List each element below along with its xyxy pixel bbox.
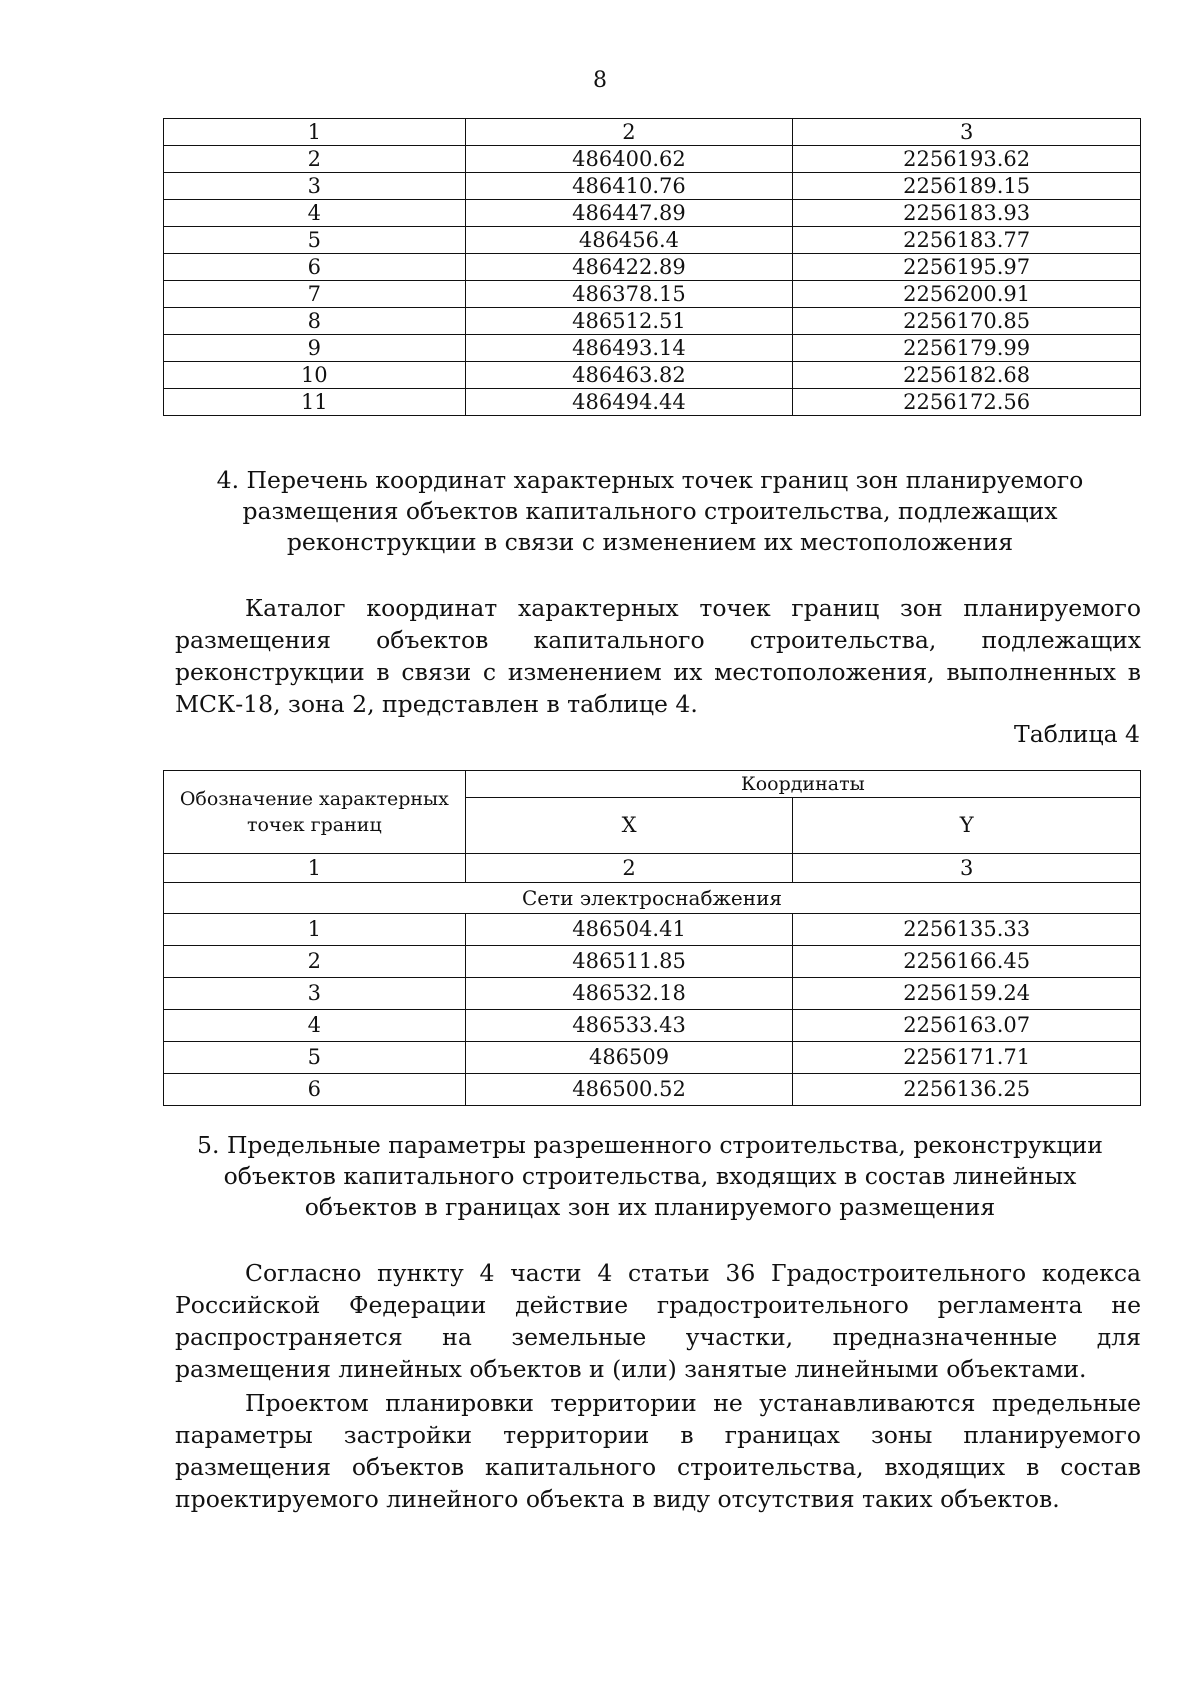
x-coordinate: 486494.44 (465, 389, 793, 416)
section-5-paragraph-1: Согласно пункту 4 части 4 статьи 36 Градостроительного кодекса Российской Федерации действие градостроительного регламента не распространяется на земельные участки, предназначенные для размещения линейных объектов и (или) занятые линейными объектами. (175, 1259, 1141, 1383)
x-coordinate: 486532.18 (465, 978, 793, 1010)
table-row (164, 914, 1141, 946)
y-coordinate: 2256195.97 (793, 254, 1141, 281)
point-number: 11 (164, 389, 466, 416)
table-row (164, 1074, 1141, 1106)
x-coordinate: 486410.76 (465, 173, 793, 200)
point-number: 6 (164, 254, 466, 281)
point-number: 2 (164, 946, 466, 978)
column-numbering-row (164, 854, 1141, 883)
table-row (164, 978, 1141, 1010)
section-4-paragraph: Каталог координат характерных точек границ зон планируемого размещения объектов капитального строительства, подлежащих реконструкции в связи с изменением их местоположения, выполненных в МСК-18, зона 2, представлен в таблице 4. (175, 594, 1141, 718)
x-coordinate: 486493.14 (465, 335, 793, 362)
section-5-paragraph-2: Проектом планировки территории не устанавливаются предельные параметры застройки территории в границах зоны планируемого размещения объектов капитального строительства, входящих в состав проектируемого линейного объекта в виду отсутствия таких объектов. (175, 1389, 1141, 1513)
table-row (164, 362, 1141, 389)
point-number: 9 (164, 335, 466, 362)
table-row (164, 146, 1141, 173)
column-number-2: 2 (465, 119, 793, 146)
table-row (164, 173, 1141, 200)
x-coordinate: 486511.85 (465, 946, 793, 978)
column-number-3: 3 (793, 854, 1141, 883)
x-coordinate: 486456.4 (465, 227, 793, 254)
y-coordinate: 2256171.71 (793, 1042, 1141, 1074)
table-row (164, 335, 1141, 362)
table-row (164, 254, 1141, 281)
point-number: 4 (164, 1010, 466, 1042)
table-row (164, 1042, 1141, 1074)
x-coordinate: 486504.41 (465, 914, 793, 946)
table4-body (164, 771, 1141, 1106)
y-coordinate: 2256182.68 (793, 362, 1141, 389)
y-coordinate: 2256193.62 (793, 146, 1141, 173)
table-row (164, 227, 1141, 254)
x-coordinate: 486447.89 (465, 200, 793, 227)
table-row (164, 946, 1141, 978)
table-row (164, 308, 1141, 335)
designation-header: Обозначение характерных точек границ (164, 771, 466, 854)
point-number: 1 (164, 914, 466, 946)
column-number-3: 3 (793, 119, 1141, 146)
table-row (164, 1010, 1141, 1042)
group-title: Сети электроснабжения (164, 883, 1141, 914)
page-number: 8 (593, 68, 607, 93)
section-5-heading: 5. Предельные параметры разрешенного строительства, реконструкции объектов капитального строительства, входящих в состав линейных объектов в границах зон их планируемого размещения (197, 1131, 1103, 1221)
x-coordinate: 486422.89 (465, 254, 793, 281)
group-row (164, 883, 1141, 914)
point-number: 8 (164, 308, 466, 335)
x-coordinate: 486500.52 (465, 1074, 793, 1106)
y-coordinate: 2256163.07 (793, 1010, 1141, 1042)
x-coordinate: 486512.51 (465, 308, 793, 335)
table-header-row (164, 771, 1141, 798)
column-number-2: 2 (465, 854, 793, 883)
y-coordinate: 2256179.99 (793, 335, 1141, 362)
point-number: 10 (164, 362, 466, 389)
coordinates-table-4 (163, 770, 1141, 1106)
table-row (164, 281, 1141, 308)
x-coordinate: 486509 (465, 1042, 793, 1074)
point-number: 3 (164, 978, 466, 1010)
y-coordinate: 2256159.24 (793, 978, 1141, 1010)
y-coordinate: 2256135.33 (793, 914, 1141, 946)
point-number: 7 (164, 281, 466, 308)
coordinates-header: Координаты (465, 771, 1140, 798)
section-4-heading: 4. Перечень координат характерных точек границ зон планируемого размещения объектов капитального строительства, подлежащих реконструкции в связи с изменением их местоположения (216, 466, 1084, 556)
y-coordinate: 2256172.56 (793, 389, 1141, 416)
x-coordinate: 486378.15 (465, 281, 793, 308)
y-coordinate: 2256200.91 (793, 281, 1141, 308)
y-coordinate: 2256189.15 (793, 173, 1141, 200)
table-4-caption: Таблица 4 (1014, 720, 1140, 748)
x-coordinate: 486533.43 (465, 1010, 793, 1042)
y-coordinate: 2256183.93 (793, 200, 1141, 227)
x-coordinate: 486400.62 (465, 146, 793, 173)
y-coordinate: 2256166.45 (793, 946, 1141, 978)
table-row (164, 200, 1141, 227)
y-header: Y (793, 798, 1141, 854)
x-coordinate: 486463.82 (465, 362, 793, 389)
table-header-row (164, 119, 1141, 146)
point-number: 5 (164, 227, 466, 254)
point-number: 4 (164, 200, 466, 227)
point-number: 6 (164, 1074, 466, 1106)
y-coordinate: 2256170.85 (793, 308, 1141, 335)
y-coordinate: 2256136.25 (793, 1074, 1141, 1106)
coordinates-table-continued (163, 118, 1141, 416)
column-number-1: 1 (164, 119, 466, 146)
point-number: 3 (164, 173, 466, 200)
point-number: 2 (164, 146, 466, 173)
column-number-1: 1 (164, 854, 466, 883)
x-header: X (465, 798, 793, 854)
table3-body (164, 119, 1141, 416)
point-number: 5 (164, 1042, 466, 1074)
table-row (164, 389, 1141, 416)
y-coordinate: 2256183.77 (793, 227, 1141, 254)
